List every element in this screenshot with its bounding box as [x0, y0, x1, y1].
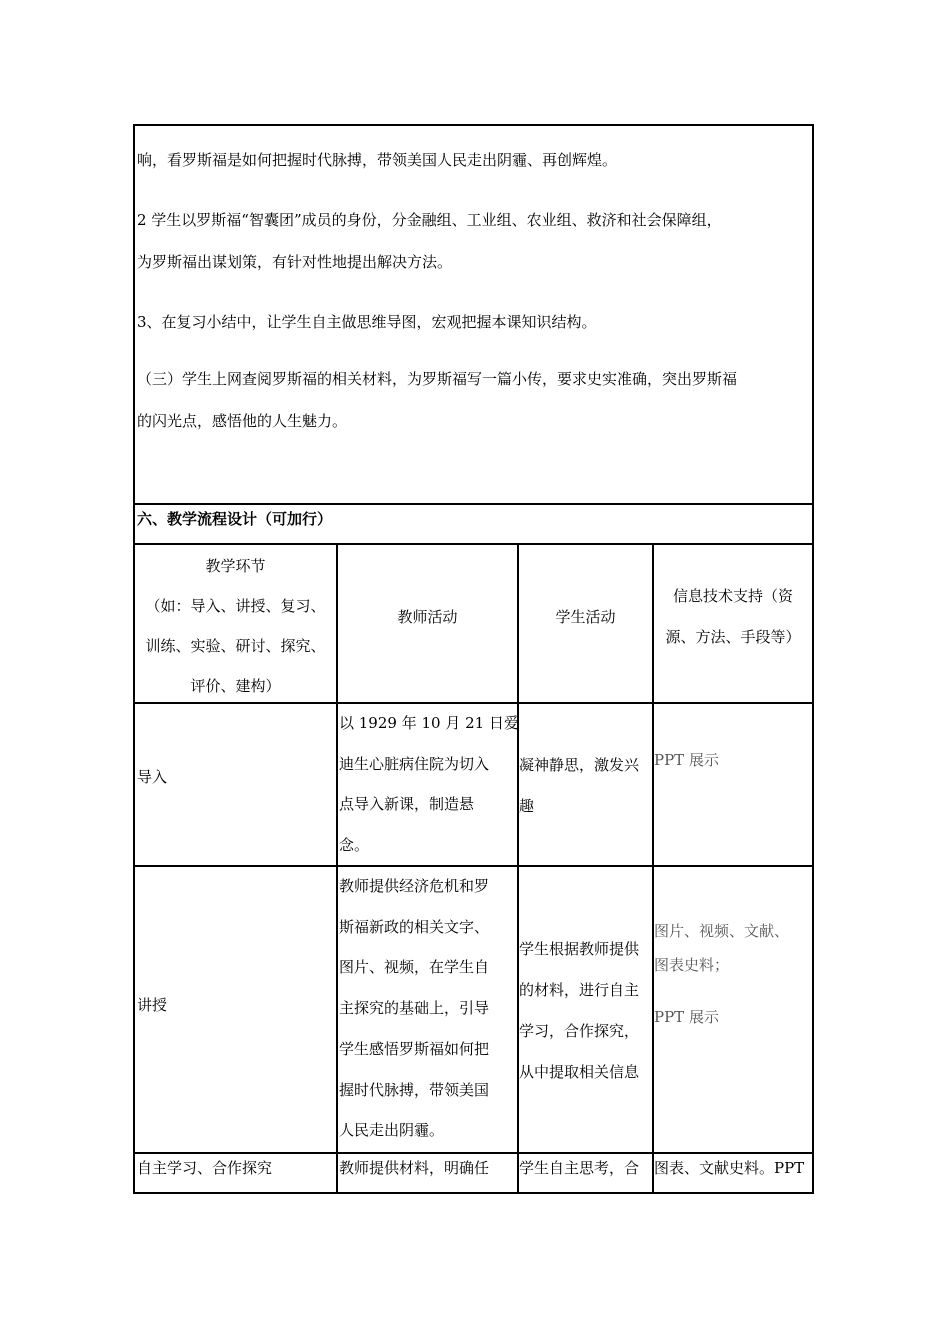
cell-line: 图表、文献史料。PPT: [654, 1159, 805, 1177]
cell-line: 导入: [137, 768, 168, 786]
header-line: 教师活动: [397, 608, 458, 626]
cell-line: 讲授: [137, 996, 168, 1014]
paragraph-line: 响，看罗斯福是如何把握时代脉搏，带领美国人民走出阴霾、再创辉煌。: [137, 151, 618, 169]
row3-tech: [654, 1157, 804, 1179]
cell-line: PPT 展示: [654, 1008, 719, 1026]
divider: [135, 503, 812, 505]
cell-line: PPT 展示: [654, 751, 719, 769]
cell-line: 从中提取相关信息: [519, 1063, 640, 1081]
cell-line: 人民走出阴霾。: [339, 1121, 445, 1140]
header-tech: [654, 576, 812, 658]
cell-line: 教师提供经济危机和罗: [339, 877, 490, 895]
section-title: 六、教学流程设计（可加行）: [137, 510, 333, 528]
column-divider: [517, 543, 519, 1194]
cell-line-blank: [654, 982, 789, 1000]
header-line: 学生活动: [555, 608, 616, 626]
paragraph-line: 3、在复习小结中，让学生自主做思维导图，宏观把握本课知识结构。: [137, 313, 597, 331]
cell-line: 学生根据教师提供: [519, 940, 640, 958]
header-student: [519, 606, 652, 628]
cell-line: 握时代脉搏，带领美国: [339, 1080, 490, 1099]
row1-student: [519, 745, 639, 827]
paragraph-2: [137, 199, 722, 283]
header-line: 信息技术支持（资: [672, 587, 793, 605]
row1-tech: [654, 749, 719, 771]
header-line: 评价、建构）: [190, 677, 281, 695]
cell-line: 学习，合作探究，: [519, 1022, 640, 1040]
row3-student: [519, 1157, 639, 1179]
cell-line: 图片、视频，在学生自: [339, 958, 490, 977]
row2-tech: [654, 914, 789, 1034]
document-frame: [133, 124, 814, 1194]
cell-line: 的材料，进行自主: [519, 981, 640, 999]
cell-line: 教师提供材料，明确任: [339, 1159, 490, 1177]
row3-stage: [137, 1157, 272, 1179]
cell-line: 学生感悟罗斯福如何把: [339, 1039, 490, 1058]
cell-line: 图片、视频、文献、: [654, 922, 790, 940]
cell-line: 主探究的基础上，引导: [339, 999, 490, 1018]
cell-line: 以 1929 年 10 月 21 日爱: [339, 714, 519, 732]
paragraph-line: （三）学生上网查阅罗斯福的相关材料，为罗斯福写一篇小传，要求史实准确，突出罗斯福: [137, 370, 738, 388]
cell-line: 学生自主思考，合: [519, 1159, 640, 1177]
cell-line: 自主学习、合作探究: [137, 1159, 273, 1177]
column-divider: [336, 543, 338, 1194]
paragraph-1: [137, 139, 617, 181]
row2-teacher: [339, 866, 489, 1151]
header-line: 训练、实验、研讨、探究、: [145, 637, 326, 655]
cell-line: 趣: [519, 797, 535, 815]
row1-teacher: [339, 703, 519, 865]
cell-line: 斯福新政的相关文字、: [339, 917, 490, 936]
divider: [135, 1152, 812, 1154]
cell-line: 迪生心脏病住院为切入: [339, 754, 490, 773]
paragraph-3: [137, 301, 597, 343]
row2-student: [519, 929, 639, 1093]
paragraph-line: 2 学生以罗斯福“智囊团”成员的身份，分金融组、工业组、农业组、救济和社会保障组，: [137, 211, 722, 229]
header-line: （如：导入、讲授、复习、: [145, 597, 326, 615]
row2-stage: [137, 994, 167, 1016]
paragraph-line: 为罗斯福出谋划策，有针对性地提出解决方法。: [137, 253, 453, 271]
paragraph-line: 的闪光点，感悟他的人生魅力。: [137, 412, 348, 430]
paragraph-4: [137, 358, 737, 442]
divider: [135, 543, 812, 545]
row3-teacher: [339, 1157, 489, 1179]
cell-line: 图表史料；: [654, 956, 730, 974]
header-line: 源、方法、手段等）: [665, 628, 801, 646]
header-stage: [135, 546, 336, 706]
cell-line: 点导入新课，制造悬: [339, 795, 475, 813]
cell-line: 念。: [339, 835, 370, 854]
header-teacher: [338, 606, 517, 628]
row1-stage: [137, 766, 167, 788]
cell-line: 凝神静思，激发兴: [519, 756, 640, 774]
header-line: 教学环节: [205, 557, 266, 575]
